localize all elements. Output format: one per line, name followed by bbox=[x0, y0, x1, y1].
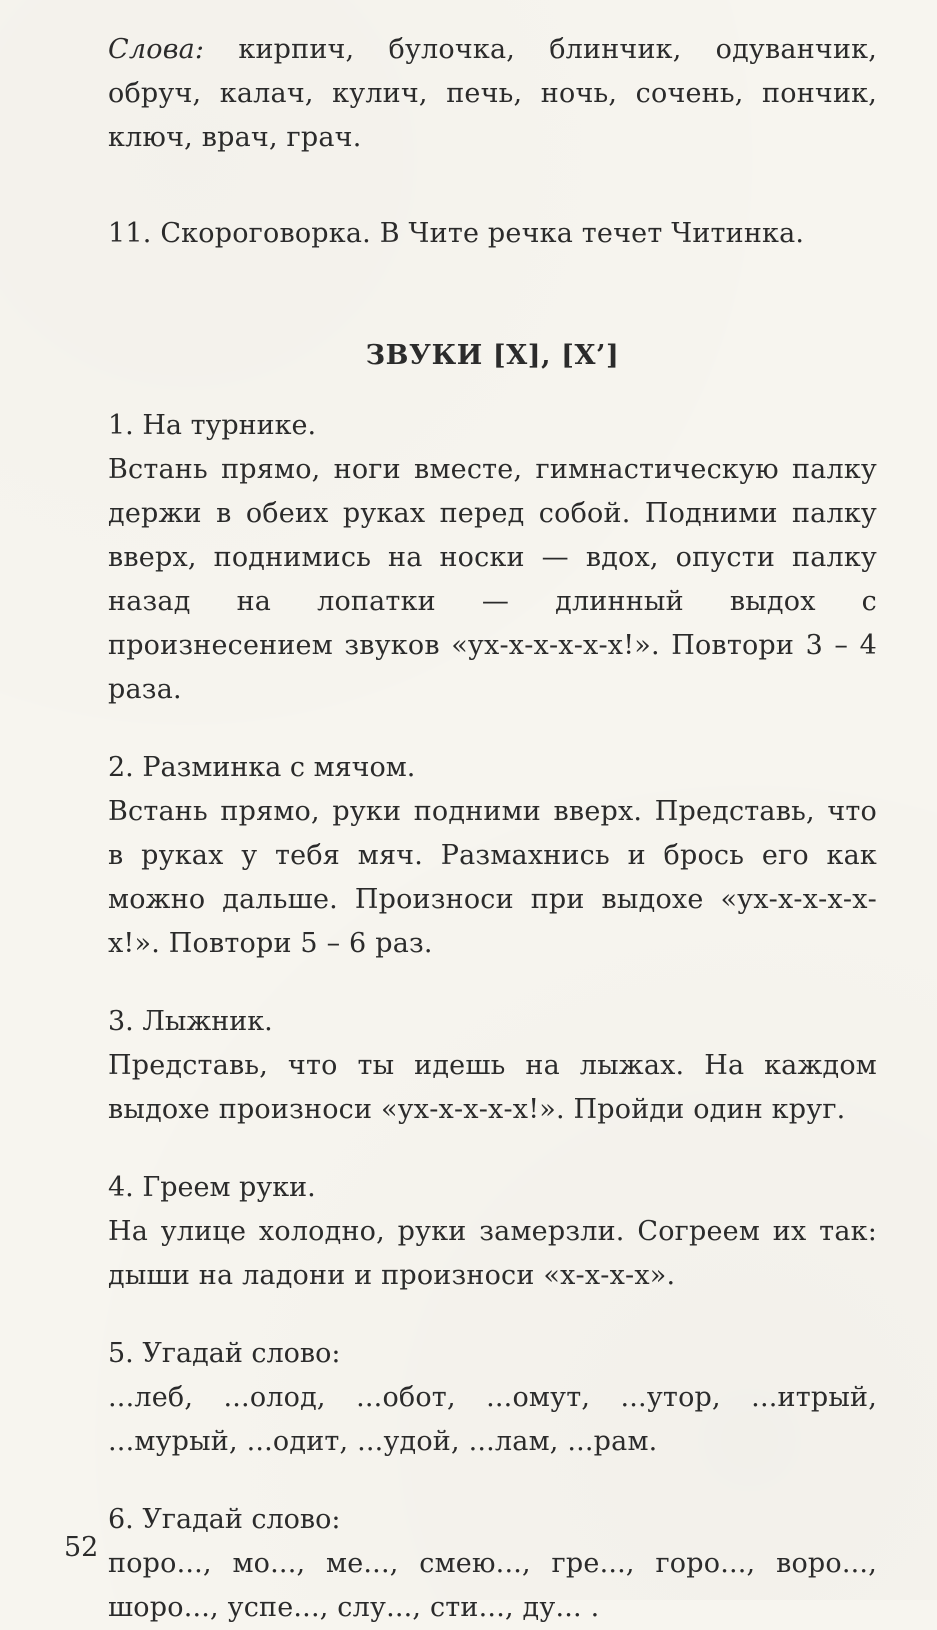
page-number: 52 bbox=[64, 1532, 99, 1563]
item-11-text: 11. Скороговорка. В Чите речка течет Читинка. bbox=[108, 218, 805, 249]
spacer bbox=[108, 256, 877, 308]
exercise-4-body: На улице холодно, руки замерзли. Согреем их так: дыши на ладони и произноси «х-х-х-х». bbox=[108, 1216, 877, 1291]
exercise-2-title: 2. Разминка с мячом. bbox=[108, 752, 416, 783]
words-paragraph bbox=[108, 28, 877, 160]
exercise-3-body: Представь, что ты идешь на лыжах. На каждом выдохе произноси «ух-х-х-х-х!». Пройди один круг. bbox=[108, 1050, 877, 1125]
exercise-6-body: поро..., мо..., ме..., смею..., гре..., горо..., воро..., шоро..., успе..., слу..., сти..., ду... . bbox=[108, 1548, 877, 1623]
exercise-3-title: 3. Лыжник. bbox=[108, 1006, 273, 1037]
spacer bbox=[108, 1464, 877, 1498]
exercise-4-title: 4. Греем руки. bbox=[108, 1172, 316, 1203]
spacer bbox=[108, 1132, 877, 1166]
exercise-6-title: 6. Угадай слово: bbox=[108, 1504, 341, 1535]
words-text: кирпич, булочка, блинчик, одуванчик, обруч, калач, кулич, печь, ночь, сочень, пончик, ключ, врач, грач. bbox=[108, 34, 877, 153]
section-title: ЗВУКИ [Х], [Х’] bbox=[365, 340, 620, 371]
spacer bbox=[108, 966, 877, 1000]
exercise-2-body: Встань прямо, руки подними вверх. Представь, что в руках у тебя мяч. Размахнись и брось его как можно дальше. Произноси при выдохе «ух-х-х-х-х-х!». Повтори 5 – 6 раз. bbox=[108, 796, 877, 959]
spacer bbox=[108, 378, 877, 404]
spacer bbox=[108, 1298, 877, 1332]
exercise-5-body: ...леб, ...олод, ...обот, ...омут, ...утор, ...итрый, ...мурый, ...одит, ...удой, ...лам, ...рам. bbox=[108, 1382, 877, 1457]
spacer bbox=[108, 712, 877, 746]
words-label: Слова: bbox=[108, 34, 205, 65]
exercise-1-title: 1. На турнике. bbox=[108, 410, 317, 441]
exercise-5-title: 5. Угадай слово: bbox=[108, 1338, 341, 1369]
spacer bbox=[108, 308, 877, 334]
exercise-1-body: Встань прямо, ноги вместе, гимнастическую палку держи в обеих руках перед собой. Подними палку вверх, поднимись на носки — вдох, опусти палку назад на лопатки — длинный выдох с произнесением звуков «ух-х-х-х-х-х!». Повтори 3 – 4 раза. bbox=[108, 454, 877, 705]
spacer bbox=[108, 160, 877, 212]
